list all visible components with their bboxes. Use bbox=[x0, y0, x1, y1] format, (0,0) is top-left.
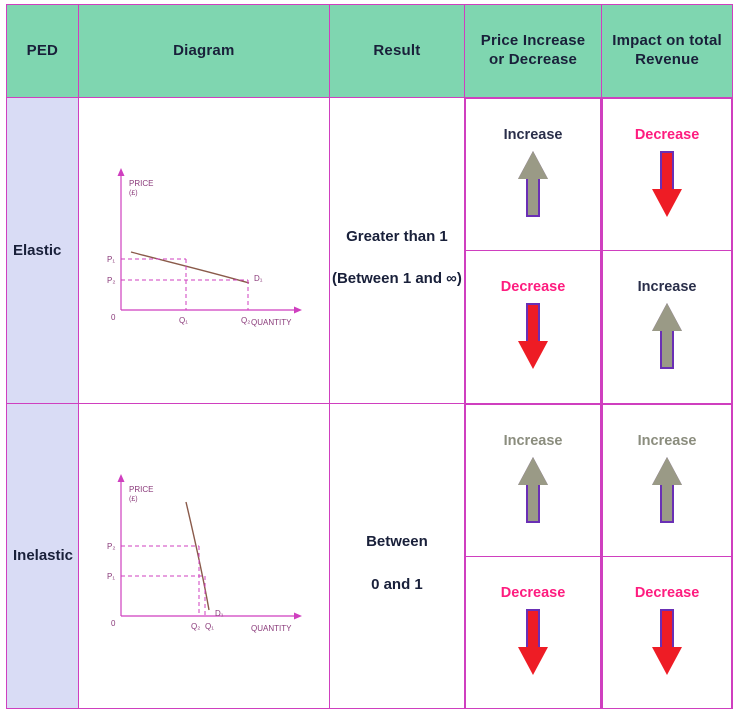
table-row-inelastic bbox=[7, 403, 733, 709]
ped-label-inelastic: Inelastic bbox=[13, 547, 74, 565]
demand-curve-shallow bbox=[131, 252, 249, 283]
result-elastic-line2: (Between 1 and ∞) bbox=[331, 270, 462, 288]
demand-curve-label: D₁ bbox=[215, 608, 224, 618]
arrow-down-icon bbox=[652, 609, 682, 680]
origin-label: 0 bbox=[111, 313, 116, 323]
price-case-1-inelastic bbox=[465, 404, 600, 556]
price-case-1-label-inelastic: Increase bbox=[503, 432, 563, 449]
price-change-cell-inelastic bbox=[464, 403, 601, 709]
revenue-case-2-inelastic bbox=[603, 556, 732, 708]
header-ped bbox=[7, 5, 79, 98]
elastic-demand-diagram bbox=[91, 160, 316, 340]
revenue-case-1-label-inelastic: Increase bbox=[637, 432, 697, 449]
result-inelastic-line2: 0 and 1 bbox=[371, 575, 423, 593]
revenue-case-2-label-inelastic: Decrease bbox=[634, 584, 700, 601]
y-axis-label: PRICE bbox=[129, 179, 154, 189]
price-label-1: P₁ bbox=[107, 255, 116, 265]
origin-label: 0 bbox=[111, 618, 116, 628]
diagram-cell-inelastic bbox=[78, 403, 329, 709]
revenue-impact-cell-elastic bbox=[602, 98, 733, 404]
quantity-label-2: Q₂ bbox=[241, 316, 251, 326]
header-ped-label: PED bbox=[26, 41, 59, 59]
ped-elasticity-table bbox=[6, 4, 733, 709]
header-result bbox=[329, 5, 464, 98]
price-label-2: P₂ bbox=[107, 276, 116, 286]
ped-cell-inelastic bbox=[7, 403, 79, 709]
result-cell-inelastic bbox=[329, 403, 464, 709]
result-inelastic-line1: Between bbox=[366, 533, 428, 551]
arrow-up-icon bbox=[652, 303, 682, 374]
y-axis-unit: (£) bbox=[129, 190, 138, 198]
price-label-1: P₁ bbox=[107, 571, 116, 581]
table-header-row bbox=[7, 5, 733, 98]
inelastic-demand-diagram bbox=[91, 466, 316, 646]
price-case-2-elastic bbox=[465, 251, 600, 403]
revenue-case-2-elastic bbox=[603, 251, 732, 403]
arrow-up-icon bbox=[518, 151, 548, 222]
diagram-cell-elastic bbox=[78, 98, 329, 404]
header-diagram bbox=[78, 5, 329, 98]
arrow-down-icon bbox=[652, 151, 682, 222]
quantity-label-1: Q₁ bbox=[205, 621, 215, 631]
header-result-label: Result bbox=[373, 41, 421, 59]
quantity-label-1: Q₁ bbox=[179, 316, 189, 326]
result-elastic-line1: Greater than 1 bbox=[346, 227, 448, 245]
price-label-2: P₂ bbox=[107, 541, 116, 551]
revenue-case-1-label-elastic: Decrease bbox=[634, 127, 700, 143]
revenue-case-1-elastic bbox=[603, 99, 732, 251]
header-diagram-label: Diagram bbox=[173, 41, 235, 59]
arrow-down-icon bbox=[518, 303, 548, 374]
result-cell-elastic bbox=[329, 98, 464, 404]
arrow-up-icon bbox=[652, 457, 682, 528]
revenue-impact-cell-inelastic bbox=[602, 403, 733, 709]
ped-cell-elastic bbox=[7, 98, 79, 404]
arrow-up-icon bbox=[518, 457, 548, 528]
price-case-1-elastic bbox=[465, 99, 600, 251]
price-change-cell-elastic bbox=[464, 98, 601, 404]
x-axis-label: QUANTITY bbox=[251, 623, 292, 633]
revenue-case-1-inelastic bbox=[603, 404, 732, 556]
header-price-change-label: Price Increase or Decrease bbox=[480, 32, 586, 68]
header-revenue-impact-label: Impact on total Revenue bbox=[612, 32, 722, 68]
y-axis-label: PRICE bbox=[129, 484, 154, 494]
y-axis-unit: (£) bbox=[129, 495, 138, 503]
x-axis-label: QUANTITY bbox=[251, 318, 292, 328]
arrow-down-icon bbox=[518, 609, 548, 680]
price-case-1-label-elastic: Increase bbox=[503, 127, 563, 143]
ped-label-elastic: Elastic bbox=[13, 241, 62, 259]
demand-curve-label: D₁ bbox=[254, 274, 263, 284]
revenue-case-2-label-elastic: Increase bbox=[637, 279, 697, 296]
price-case-2-label-elastic: Decrease bbox=[500, 279, 566, 296]
demand-curve-steep bbox=[186, 502, 209, 610]
header-price-change bbox=[464, 5, 601, 98]
table-row-elastic bbox=[7, 98, 733, 404]
quantity-label-2: Q₂ bbox=[191, 621, 201, 631]
header-revenue-impact bbox=[602, 5, 733, 98]
price-case-2-inelastic bbox=[465, 556, 600, 708]
price-case-2-label-inelastic: Decrease bbox=[500, 584, 566, 601]
